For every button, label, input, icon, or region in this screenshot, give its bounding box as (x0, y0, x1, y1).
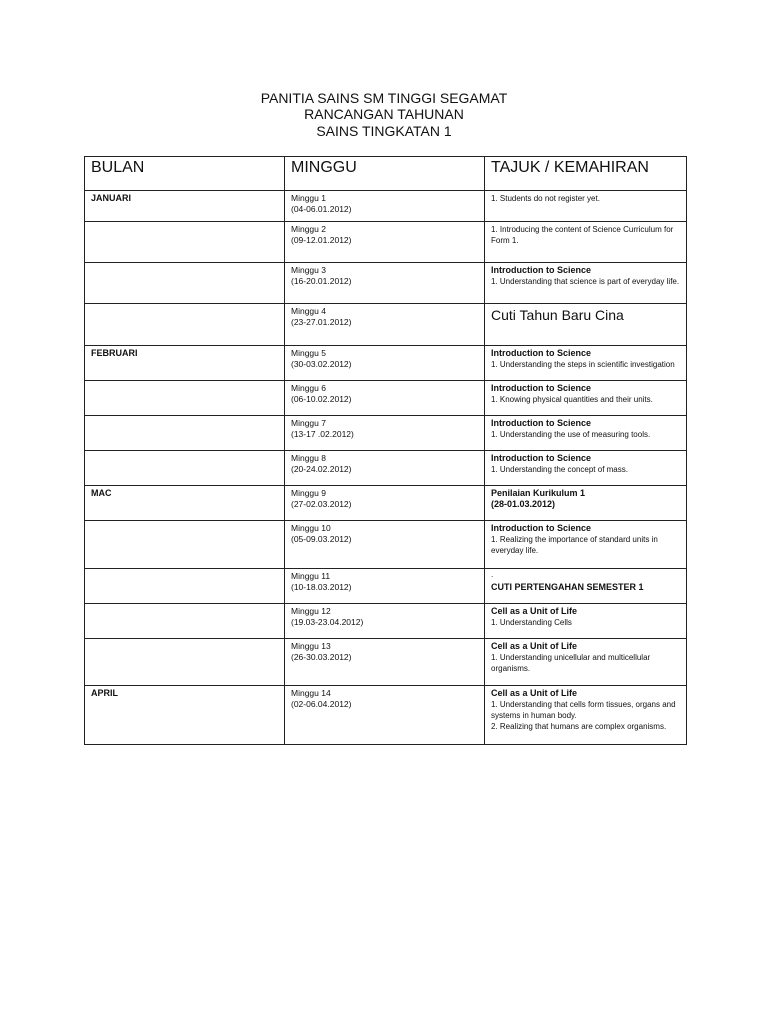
week-label: Minggu 14 (291, 688, 331, 698)
table-row (85, 486, 687, 521)
week-cell (285, 604, 485, 639)
week-label: Minggu 1 (291, 193, 326, 203)
topic-title: Introduction to Science (491, 418, 592, 428)
week-cell (285, 191, 485, 222)
week-dates: (09-12.01.2012) (291, 235, 352, 245)
week-dates: (10-18.03.2012) (291, 582, 352, 592)
week-label: Minggu 12 (291, 606, 331, 616)
week-dates: (27-02.03.2012) (291, 499, 352, 509)
topic-title: Cell as a Unit of Life (491, 688, 578, 698)
month-cell: APRIL (85, 686, 285, 745)
week-cell (285, 521, 485, 569)
assessment-dates: (28-01.03.2012) (491, 499, 556, 509)
topic-title: Introduction to Science (491, 348, 592, 358)
doc-title-line2: RANCANGAN TAHUNAN (304, 106, 464, 122)
table-row (85, 686, 687, 745)
week-dates: (13-17 .02.2012) (291, 429, 354, 439)
yearly-plan-table (84, 156, 687, 745)
month-cell (85, 222, 285, 263)
week-cell (285, 346, 485, 381)
week-cell (285, 263, 485, 304)
topic-item: 2. Realizing that humans are complex organisms. (491, 722, 667, 731)
column-header-bulan: BULAN (85, 157, 285, 191)
week-cell (285, 639, 485, 686)
month-cell (85, 569, 285, 604)
table-row (85, 222, 687, 263)
table-row (85, 416, 687, 451)
topic-item: 1. Understanding that science is part of everyday life. (491, 277, 680, 286)
week-label: Minggu 2 (291, 224, 326, 234)
month-cell (85, 451, 285, 486)
week-dates: (30-03.02.2012) (291, 359, 352, 369)
week-dates: (23-27.01.2012) (291, 317, 352, 327)
topic-cell (485, 639, 687, 686)
week-dates: (02-06.04.2012) (291, 699, 352, 709)
table-row (85, 639, 687, 686)
topic-title: Introduction to Science (491, 383, 592, 393)
week-cell (285, 686, 485, 745)
week-label: Minggu 6 (291, 383, 326, 393)
week-label: Minggu 13 (291, 641, 331, 651)
topic-item: 1. Understanding the use of measuring tools. (491, 430, 651, 439)
table-row (85, 381, 687, 416)
week-cell (285, 416, 485, 451)
week-cell (285, 486, 485, 521)
week-label: Minggu 4 (291, 306, 326, 316)
topic-item: 1. Introducing the content of Science Curriculum for Form 1. (491, 225, 674, 245)
week-label: Minggu 9 (291, 488, 326, 498)
week-dates: (06-10.02.2012) (291, 394, 352, 404)
topic-cell (485, 604, 687, 639)
month-cell (85, 604, 285, 639)
topic-title: Introduction to Science (491, 523, 592, 533)
topic-item: 1. Understanding the steps in scientific investigation (491, 360, 675, 369)
table-row (85, 191, 687, 222)
assessment-title: Penilaian Kurikulum 1 (491, 488, 586, 498)
month-cell (85, 521, 285, 569)
topic-title: Introduction to Science (491, 453, 592, 463)
topic-item: 1. Realizing the importance of standard units in everyday life. (491, 535, 658, 555)
week-label: Minggu 3 (291, 265, 326, 275)
table-row (85, 263, 687, 304)
topic-cell (485, 521, 687, 569)
month-cell: JANUARI (85, 191, 285, 222)
month-cell: MAC (85, 486, 285, 521)
topic-item: 1. Understanding that cells form tissues, organs and systems in human body. (491, 700, 676, 720)
week-dates: (16-20.01.2012) (291, 276, 352, 286)
week-cell (285, 451, 485, 486)
topic-cell (485, 222, 687, 263)
topic-item: 1. Students do not register yet. (491, 194, 600, 203)
week-cell (285, 222, 485, 263)
topic-cell (485, 346, 687, 381)
table-row (85, 521, 687, 569)
week-dates: (19.03-23.04.2012) (291, 617, 364, 627)
week-cell (285, 381, 485, 416)
column-header-minggu: MINGGU (285, 157, 485, 191)
week-cell (285, 304, 485, 346)
table-row (85, 604, 687, 639)
table-header-row (85, 157, 687, 191)
topic-cell (485, 569, 687, 604)
week-label: Minggu 7 (291, 418, 326, 428)
month-cell: FEBRUARI (85, 346, 285, 381)
week-label: Minggu 10 (291, 523, 331, 533)
topic-item: 1. Understanding the concept of mass. (491, 465, 628, 474)
month-cell (85, 263, 285, 304)
topic-cell (485, 686, 687, 745)
doc-title-line3: SAINS TINGKATAN 1 (316, 123, 452, 139)
topic-title: Cell as a Unit of Life (491, 606, 578, 616)
topic-cell (485, 304, 687, 346)
topic-cell (485, 263, 687, 304)
holiday-label: Cuti Tahun Baru Cina (491, 307, 624, 323)
table-row (85, 304, 687, 346)
week-label: Minggu 8 (291, 453, 326, 463)
topic-cell (485, 381, 687, 416)
week-dates: (20-24.02.2012) (291, 464, 352, 474)
topic-cell (485, 416, 687, 451)
topic-cell (485, 451, 687, 486)
month-cell (85, 639, 285, 686)
week-label: Minggu 5 (291, 348, 326, 358)
topic-item: 1. Understanding Cells (491, 618, 572, 627)
table-row (85, 569, 687, 604)
week-dates: (26-30.03.2012) (291, 652, 352, 662)
topic-cell (485, 486, 687, 521)
doc-title-line1: PANITIA SAINS SM TINGGI SEGAMAT (260, 90, 508, 106)
topic-item: 1. Understanding unicellular and multicellular organisms. (491, 653, 651, 673)
dot-mark: . (491, 570, 494, 579)
month-cell (85, 304, 285, 346)
table-row (85, 451, 687, 486)
week-cell (285, 569, 485, 604)
topic-item: 1. Knowing physical quantities and their units. (491, 395, 653, 404)
week-label: Minggu 11 (291, 571, 331, 581)
month-cell (85, 381, 285, 416)
topic-cell (485, 191, 687, 222)
week-dates: (04-06.01.2012) (291, 204, 352, 214)
column-header-tajuk: TAJUK / KEMAHIRAN (485, 157, 687, 191)
topic-title: Introduction to Science (491, 265, 592, 275)
table-row (85, 346, 687, 381)
week-dates: (05-09.03.2012) (291, 534, 352, 544)
month-cell (85, 416, 285, 451)
holiday-label: CUTI PERTENGAHAN SEMESTER 1 (491, 582, 644, 592)
topic-title: Cell as a Unit of Life (491, 641, 578, 651)
